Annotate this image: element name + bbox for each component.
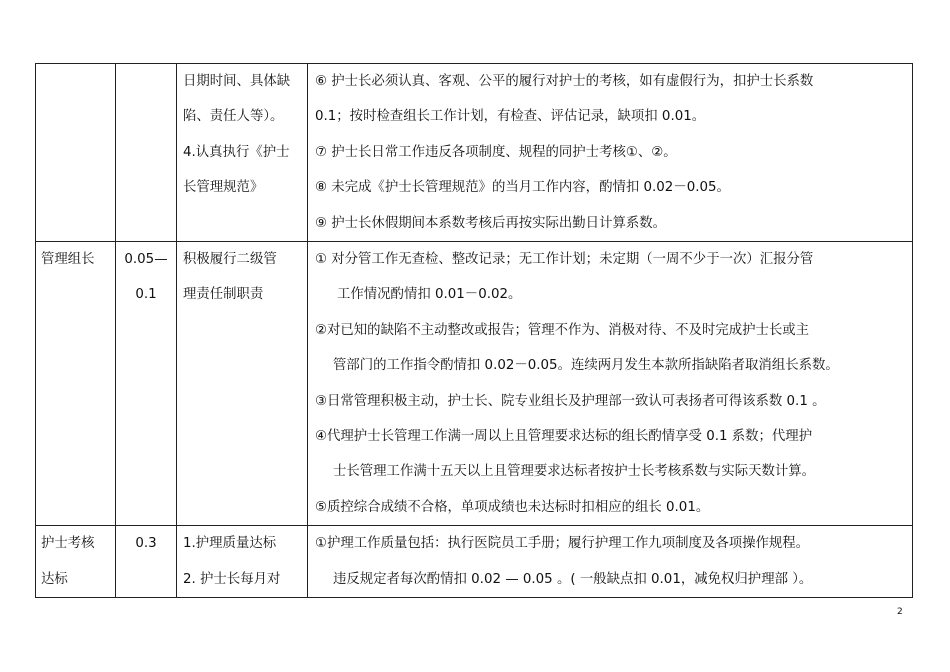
criteria-line: ① 对分管工作无查检、整改记录；无工作计划；未定期（一周不少于一次）汇报分管	[315, 252, 814, 268]
requirement-line: 积极履行二级管	[183, 252, 277, 268]
coefficient-cell	[116, 242, 177, 526]
criteria-line: ③日常管理积极主动，护士长、院专业组长及护理部一致认可表扬者可得该系数 0.1 。	[315, 393, 826, 409]
criteria-line: 管部门的工作指令酌情扣 0.02－0.05。连续两月发生本款所指缺陷者取消组长系数。	[333, 358, 839, 374]
coefficient-cell	[116, 526, 177, 598]
requirement-line: 2. 护士长每月对	[183, 571, 281, 587]
category-cell	[36, 526, 116, 598]
coefficient-value: 0.1	[135, 287, 157, 303]
requirement-cell	[177, 64, 308, 242]
category-label: 护士考核	[41, 536, 95, 552]
coefficient-value: 0.3	[135, 536, 157, 552]
criteria-cell	[308, 526, 913, 598]
requirement-line: 陷、责任人等）。	[183, 109, 284, 125]
criteria-line: ⑦ 护士长日常工作违反各项制度、规程的同护士考核①、②。	[315, 144, 677, 160]
criteria-line: ②对已知的缺陷不主动整改或报告；管理不作为、消极对待、不及时完成护士长或主	[315, 322, 810, 338]
table-row	[36, 242, 913, 526]
table-row	[36, 526, 913, 598]
requirement-line: 长管理规范》	[183, 180, 264, 196]
criteria-line: ⑨ 护士长休假期间本系数考核后再按实际出勤日计算系数。	[315, 215, 667, 231]
requirement-line: 理责任制职责	[183, 287, 264, 303]
criteria-line: 0.1；按时检查组长工作计划，有检查、评估记录，缺项扣 0.01。	[315, 109, 706, 125]
criteria-line: ④代理护士长管理工作满一周以上且管理要求达标的组长酌情享受 0.1 系数；代理护	[315, 429, 813, 445]
category-cell	[36, 242, 116, 526]
requirement-line: 1.护理质量达标	[183, 536, 277, 552]
requirement-line: 日期时间、具体缺	[183, 74, 291, 89]
coefficient-cell	[116, 64, 177, 242]
criteria-line: ①护理工作质量包括：执行医院员工手册；履行护理工作九项制度及各项操作规程。	[315, 536, 810, 552]
requirement-line: 4.认真执行《护士	[183, 144, 290, 160]
category-cell	[36, 64, 116, 242]
criteria-line: 士长管理工作满十五天以上且管理要求达标者按护士长考核系数与实际天数计算。	[333, 464, 816, 480]
category-label: 管理组长	[41, 252, 95, 268]
criteria-line: ⑤质控综合成绩不合格，单项成绩也未达标时扣相应的组长 0.01。	[315, 499, 710, 515]
criteria-line: ⑥ 护士长必须认真、客观、公平的履行对护士的考核，如有虚假行为，扣护士长系数	[315, 74, 814, 89]
criteria-line: ⑧ 未完成《护士长管理规范》的当月工作内容，酌情扣 0.02－0.05。	[315, 180, 730, 196]
category-label: 达标	[41, 571, 68, 587]
criteria-cell	[308, 64, 913, 242]
criteria-cell	[308, 242, 913, 526]
criteria-line: 工作情况酌情扣 0.01－0.02。	[337, 287, 522, 303]
requirement-cell	[177, 526, 308, 598]
coefficient-value: 0.05—	[124, 252, 168, 268]
criteria-line: 违反规定者每次酌情扣 0.02 — 0.05 。( 一般缺点扣 0.01，减免权归护理部 ）。	[333, 571, 813, 587]
requirement-cell	[177, 242, 308, 526]
page-number: 2	[897, 607, 903, 617]
table-row	[36, 64, 913, 242]
assessment-table	[35, 63, 913, 598]
